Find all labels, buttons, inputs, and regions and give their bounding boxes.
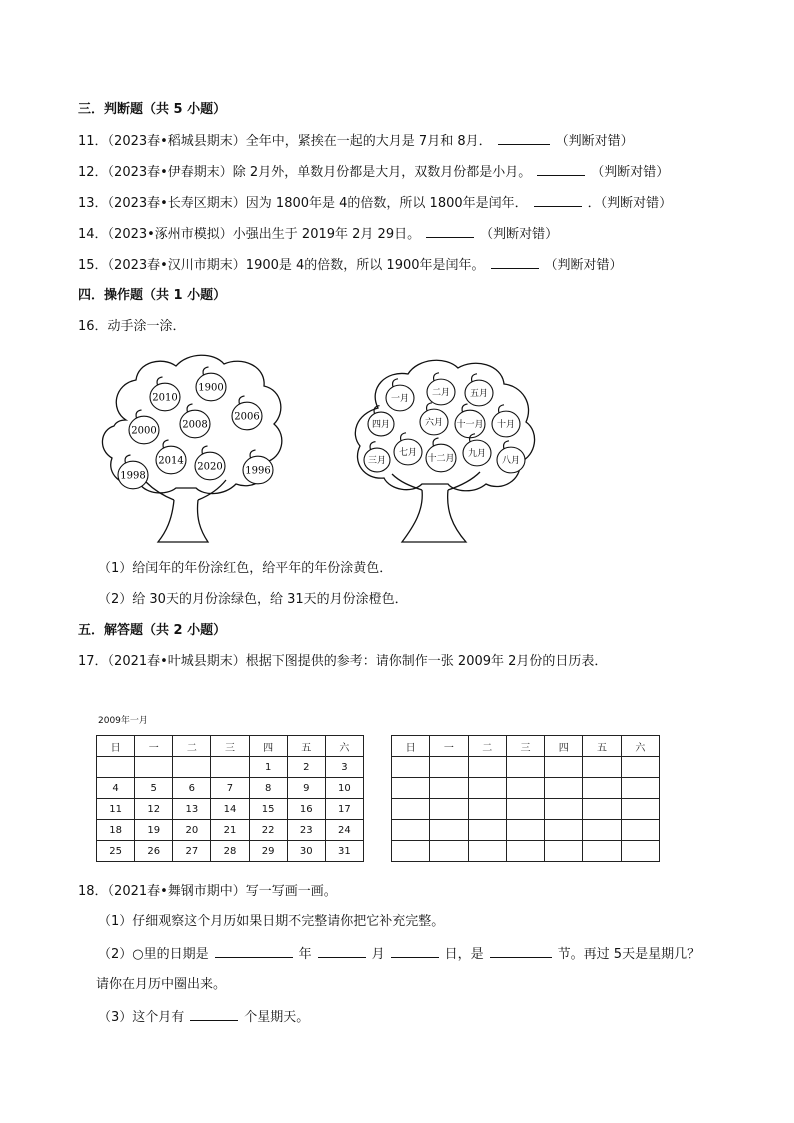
question-tail: （判断对错） bbox=[544, 258, 623, 273]
empty-calendar-cell[interactable] bbox=[621, 820, 659, 841]
question-16-sub-2: （2）给 30天的月份涂绿色，给 31天的月份涂橙色． bbox=[98, 592, 408, 607]
apple-12[interactable] bbox=[497, 441, 525, 473]
calendar-cell: 15 bbox=[249, 799, 287, 820]
empty-calendar-cell[interactable] bbox=[430, 841, 468, 862]
apple-label: 十月 bbox=[496, 420, 516, 431]
question-18-sub-3 bbox=[98, 1008, 309, 1027]
question-text: （2023春•稻城县期末）全年中，紧挨在一起的大月是 7月和 8月． bbox=[107, 134, 492, 149]
calendar-cell: 11 bbox=[97, 799, 135, 820]
weekday-header: 三 bbox=[211, 736, 249, 757]
apple-label: 三月 bbox=[367, 456, 387, 467]
empty-calendar-cell[interactable] bbox=[430, 820, 468, 841]
calendar-cell: 12 bbox=[135, 799, 173, 820]
question-16-sub-1: （1）给闰年的年份涂红色，给平年的年份涂黄色． bbox=[98, 561, 393, 576]
calendar-cell: 1 bbox=[249, 757, 287, 778]
calendar-cell: 17 bbox=[325, 799, 363, 820]
apple-label: 2000 bbox=[131, 425, 157, 437]
question-text: （2023春•汉川市期末）1900是 4的倍数，所以 1900年是闰年。 bbox=[107, 258, 485, 273]
empty-calendar-cell[interactable] bbox=[468, 778, 506, 799]
question-number: 12． bbox=[78, 165, 108, 180]
year-tree-illustration bbox=[96, 350, 296, 545]
empty-calendar-cell[interactable] bbox=[621, 757, 659, 778]
apple-5[interactable] bbox=[420, 403, 448, 435]
empty-calendar-cell[interactable] bbox=[392, 841, 430, 862]
apple-label: 2008 bbox=[182, 419, 208, 431]
empty-calendar-cell[interactable] bbox=[392, 820, 430, 841]
festival-blank[interactable] bbox=[490, 945, 552, 958]
calendar-cell: 30 bbox=[287, 841, 325, 862]
question-text: （2023春•长寿区期末）因为 1800年是 4的倍数，所以 1800年是闰年． bbox=[107, 196, 528, 211]
question-text: （2021春•舞钢市期中）写一写画一画。 bbox=[107, 884, 337, 899]
calendar-cell: 23 bbox=[287, 820, 325, 841]
sub2-month-label: 月 bbox=[371, 947, 385, 962]
day-blank[interactable] bbox=[391, 945, 439, 958]
calendar-cell: 5 bbox=[135, 778, 173, 799]
empty-calendar-cell[interactable] bbox=[545, 778, 583, 799]
weekday-header: 六 bbox=[621, 736, 659, 757]
question-number: 17． bbox=[78, 654, 108, 669]
calendar-cell: 21 bbox=[211, 820, 249, 841]
question-number: 15． bbox=[78, 258, 108, 273]
weekday-header: 一 bbox=[135, 736, 173, 757]
apple-1[interactable] bbox=[427, 373, 455, 405]
empty-calendar-cell[interactable] bbox=[583, 757, 621, 778]
question-16 bbox=[78, 318, 186, 336]
question-number: 16． bbox=[78, 319, 108, 334]
question-17 bbox=[78, 653, 607, 671]
section-5-heading: 五．解答题（共 2 小题） bbox=[78, 623, 227, 638]
empty-calendar-cell[interactable] bbox=[468, 757, 506, 778]
question-tail: ．（判断对错） bbox=[587, 196, 673, 211]
calendar-cell: 13 bbox=[173, 799, 211, 820]
question-13 bbox=[78, 194, 672, 213]
sub2-tail: 节。再过 5天是星期几？ bbox=[557, 947, 701, 962]
sub3-tail: 个星期天。 bbox=[244, 1010, 310, 1025]
empty-calendar-cell[interactable] bbox=[392, 799, 430, 820]
question-text: 动手涂一涂． bbox=[107, 319, 186, 334]
empty-calendar-cell[interactable] bbox=[392, 778, 430, 799]
answer-blank[interactable] bbox=[498, 132, 550, 145]
apple-label: 十二月 bbox=[427, 454, 455, 465]
empty-calendar-cell[interactable] bbox=[583, 841, 621, 862]
calendar-cell: 16 bbox=[287, 799, 325, 820]
weekday-header: 一 bbox=[430, 736, 468, 757]
question-11 bbox=[78, 132, 634, 151]
empty-calendar-cell[interactable] bbox=[468, 799, 506, 820]
weekday-header: 二 bbox=[468, 736, 506, 757]
weekday-header: 日 bbox=[392, 736, 430, 757]
apple-7[interactable] bbox=[492, 405, 520, 437]
empty-calendar-cell[interactable] bbox=[583, 820, 621, 841]
apple-2[interactable] bbox=[150, 377, 180, 411]
apple-5[interactable] bbox=[180, 404, 210, 438]
empty-calendar-cell[interactable] bbox=[621, 778, 659, 799]
question-12 bbox=[78, 163, 669, 182]
empty-calendar-cell[interactable] bbox=[583, 778, 621, 799]
apple-label: 一月 bbox=[390, 394, 410, 405]
question-18-sub-1: （1）仔细观察这个月历如果日期不完整请你把它补充完整。 bbox=[98, 914, 445, 929]
question-18-sub-2-cont: 请你在月历中圈出来。 bbox=[96, 977, 227, 992]
calendar-cell: 9 bbox=[287, 778, 325, 799]
empty-calendar-cell[interactable] bbox=[583, 799, 621, 820]
apple-label: 九月 bbox=[467, 449, 487, 460]
apple-label: 2014 bbox=[158, 455, 184, 467]
apple-label: 二月 bbox=[431, 388, 451, 399]
apple-label: 2006 bbox=[234, 411, 260, 423]
apple-label: 1998 bbox=[120, 470, 146, 482]
question-18 bbox=[78, 883, 337, 901]
apple-3[interactable] bbox=[232, 396, 262, 430]
answer-blank[interactable] bbox=[426, 225, 474, 238]
empty-calendar-cell[interactable] bbox=[430, 778, 468, 799]
empty-calendar-cell[interactable] bbox=[621, 841, 659, 862]
empty-calendar-cell[interactable] bbox=[506, 841, 544, 862]
apple-9[interactable] bbox=[394, 433, 422, 465]
calendar-cell bbox=[135, 757, 173, 778]
apple-label: 2010 bbox=[152, 392, 178, 404]
calendar-cell: 24 bbox=[325, 820, 363, 841]
empty-calendar-cell[interactable] bbox=[545, 820, 583, 841]
weekday-header: 三 bbox=[506, 736, 544, 757]
apple-label: 1996 bbox=[245, 465, 271, 477]
calendar-cell: 27 bbox=[173, 841, 211, 862]
weekday-header: 六 bbox=[325, 736, 363, 757]
question-text: （2023春•伊春期末）除 2月外，单数月份都是大月，双数月份都是小月。 bbox=[107, 165, 532, 180]
apple-10[interactable] bbox=[426, 438, 456, 472]
calendar-cell: 8 bbox=[249, 778, 287, 799]
apple-label: 八月 bbox=[501, 456, 521, 467]
section-4-heading: 四．操作题（共 1 小题） bbox=[78, 288, 227, 303]
calendar-cell: 14 bbox=[211, 799, 249, 820]
question-number: 18． bbox=[78, 884, 108, 899]
apple-label: 1900 bbox=[198, 382, 224, 394]
answer-blank[interactable] bbox=[537, 163, 585, 176]
question-14 bbox=[78, 225, 558, 244]
calendar-cell bbox=[97, 757, 135, 778]
empty-calendar-cell[interactable] bbox=[621, 799, 659, 820]
answer-blank[interactable] bbox=[491, 256, 539, 269]
calendar-cell: 19 bbox=[135, 820, 173, 841]
calendar-cell bbox=[173, 757, 211, 778]
empty-calendar-cell[interactable] bbox=[430, 757, 468, 778]
empty-calendar-cell[interactable] bbox=[545, 799, 583, 820]
apple-6[interactable] bbox=[118, 455, 148, 489]
calendar-cell: 25 bbox=[97, 841, 135, 862]
question-text: （2023•涿州市模拟）小强出生于 2019年 2月 29日。 bbox=[107, 227, 421, 242]
question-number: 11． bbox=[78, 134, 108, 149]
section-3-heading: 三．判断题（共 5 小题） bbox=[78, 102, 227, 117]
apple-label: 2020 bbox=[197, 461, 223, 473]
sundays-blank[interactable] bbox=[190, 1008, 238, 1021]
apple-9[interactable] bbox=[243, 450, 273, 484]
sub3-lead: （3）这个月有 bbox=[98, 1010, 185, 1025]
empty-calendar-cell[interactable] bbox=[545, 841, 583, 862]
sub2-lead: （2）○里的日期是 bbox=[98, 947, 209, 962]
apple-label: 四月 bbox=[371, 420, 391, 431]
question-number: 13． bbox=[78, 196, 108, 211]
apple-label: 七月 bbox=[398, 448, 418, 459]
weekday-header: 五 bbox=[287, 736, 325, 757]
calendar-cell: 10 bbox=[325, 778, 363, 799]
calendar-cell bbox=[211, 757, 249, 778]
empty-calendar-cell[interactable] bbox=[468, 841, 506, 862]
answer-blank[interactable] bbox=[534, 194, 582, 207]
calendar-cell: 29 bbox=[249, 841, 287, 862]
sub2-year-label: 年 bbox=[298, 947, 312, 962]
apple-1[interactable] bbox=[196, 367, 226, 401]
empty-calendar-cell[interactable] bbox=[430, 799, 468, 820]
apple-6[interactable] bbox=[455, 404, 485, 438]
question-text: （2021春•叶城县期末）根据下图提供的参考：请你制作一张 2009年 2月份的日历表． bbox=[107, 654, 608, 669]
month-tree-illustration bbox=[350, 350, 545, 545]
empty-calendar-cell[interactable] bbox=[468, 820, 506, 841]
question-15 bbox=[78, 256, 623, 275]
question-tail: （判断对错） bbox=[555, 134, 634, 149]
apple-2[interactable] bbox=[465, 374, 493, 406]
apple-4[interactable] bbox=[129, 410, 159, 444]
question-tail: （判断对错） bbox=[480, 227, 559, 242]
calendar-cell: 28 bbox=[211, 841, 249, 862]
calendar-cell: 2 bbox=[287, 757, 325, 778]
calendar-caption: 2009年一月 bbox=[98, 716, 148, 726]
apple-8[interactable] bbox=[195, 446, 225, 480]
question-number: 14． bbox=[78, 227, 108, 242]
apple-8[interactable] bbox=[364, 442, 390, 472]
weekday-header: 五 bbox=[583, 736, 621, 757]
calendar-cell: 7 bbox=[211, 778, 249, 799]
question-tail: （判断对错） bbox=[591, 165, 670, 180]
apple-3[interactable] bbox=[386, 379, 414, 411]
calendar-cell: 26 bbox=[135, 841, 173, 862]
empty-calendar-cell[interactable] bbox=[506, 778, 544, 799]
empty-calendar-cell[interactable] bbox=[506, 820, 544, 841]
empty-calendar-cell[interactable] bbox=[545, 757, 583, 778]
month-blank[interactable] bbox=[318, 945, 366, 958]
weekday-header: 四 bbox=[249, 736, 287, 757]
empty-calendar-cell[interactable] bbox=[506, 799, 544, 820]
apple-7[interactable] bbox=[156, 440, 186, 474]
calendar-cell: 4 bbox=[97, 778, 135, 799]
weekday-header: 日 bbox=[97, 736, 135, 757]
calendar-cell: 22 bbox=[249, 820, 287, 841]
reference-calendar-january bbox=[96, 735, 364, 862]
apple-label: 十一月 bbox=[456, 420, 484, 431]
calendar-cell: 6 bbox=[173, 778, 211, 799]
apple-label: 六月 bbox=[424, 418, 444, 429]
empty-calendar-cell[interactable] bbox=[392, 757, 430, 778]
year-blank[interactable] bbox=[215, 945, 293, 958]
weekday-header: 四 bbox=[545, 736, 583, 757]
calendar-cell: 3 bbox=[325, 757, 363, 778]
question-18-sub-2 bbox=[98, 945, 700, 964]
sub2-day-label: 日，是 bbox=[444, 947, 484, 962]
calendar-cell: 31 bbox=[325, 841, 363, 862]
apple-label: 五月 bbox=[469, 389, 489, 400]
calendar-cell: 20 bbox=[173, 820, 211, 841]
empty-calendar-cell[interactable] bbox=[506, 757, 544, 778]
apple-11[interactable] bbox=[463, 434, 491, 466]
calendar-cell: 18 bbox=[97, 820, 135, 841]
blank-calendar-february[interactable] bbox=[391, 735, 660, 862]
weekday-header: 二 bbox=[173, 736, 211, 757]
